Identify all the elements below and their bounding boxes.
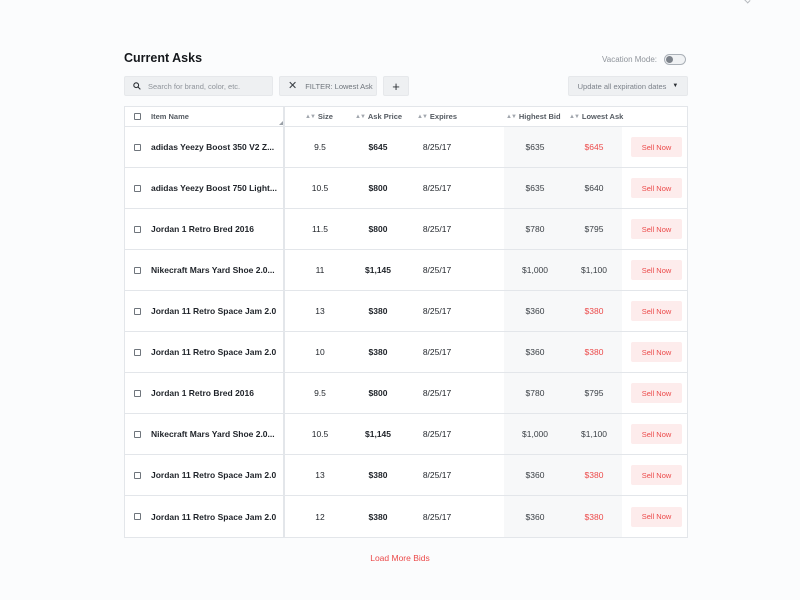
ask-price-cell: $1,145 [365,265,391,275]
item-name: Jordan 11 Retro Space Jam 2.0 [151,306,277,316]
item-name: Jordan 1 Retro Bred 2016 [151,388,254,398]
row-checkbox[interactable] [134,349,141,356]
sell-now-button[interactable]: Sell Now [631,424,682,444]
table-header [125,107,687,127]
item-name-cell[interactable] [151,455,279,495]
highest-bid-cell: $360 [525,470,545,480]
ask-price-cell: $380 [368,347,388,357]
item-name-cell[interactable] [151,373,279,413]
item-name: Jordan 11 Retro Space Jam 2.0 [151,347,277,357]
row-checkbox-cell [134,496,141,537]
table-row [125,291,687,332]
ask-price-cell: $800 [368,183,388,193]
row-checkbox[interactable] [134,513,141,520]
row-checkbox-cell [134,209,141,249]
item-name-cell[interactable] [151,332,279,372]
table-row [125,414,687,455]
sell-now-button[interactable]: Sell Now [631,178,682,198]
search-input[interactable] [148,82,258,91]
row-checkbox[interactable] [134,226,141,233]
header-highest-bid[interactable] [506,107,561,126]
highest-bid-cell: $635 [525,183,545,193]
item-name: Nikecraft Mars Yard Shoe 2.0... [151,429,275,439]
row-checkbox[interactable] [134,431,141,438]
action-cell [631,455,682,495]
item-name: adidas Yeezy Boost 350 V2 Z... [151,142,275,152]
table-row [125,455,687,496]
highest-bid-cell: $1,000 [522,429,548,439]
lowest-ask-cell: $380 [584,306,604,316]
size-cell: 13 [315,306,325,316]
size-cell: 11.5 [312,224,328,234]
action-cell [631,250,682,290]
table-body [125,127,687,537]
highest-bid-cell: $360 [525,511,545,522]
action-cell [631,414,682,454]
search-icon [133,82,141,90]
action-cell [631,373,682,413]
sell-now-button[interactable]: Sell Now [631,383,682,403]
size-cell: 11 [315,265,325,275]
asks-table [124,106,688,538]
load-more-button[interactable]: Load More Bids [370,553,430,563]
highest-bid-cell: $635 [525,142,545,152]
lowest-ask-cell: $1,100 [581,429,607,439]
row-checkbox-cell [134,250,141,290]
expires-cell: 8/25/17 [422,265,452,275]
header-highest-bid-label: Highest Bid [518,112,561,121]
header-size[interactable] [305,107,333,126]
header-item-name[interactable]: Item Name [151,112,189,121]
item-name: Jordan 11 Retro Space Jam 2.0 [151,511,277,522]
table-row [125,373,687,414]
row-checkbox-cell [134,332,141,372]
row-checkbox[interactable] [134,472,141,479]
vacation-mode-label: Vacation Mode: [602,55,657,64]
ask-price-cell: $800 [368,224,388,234]
ask-price-cell: $800 [368,388,388,398]
sort-icon: ▲▼ [355,113,365,120]
action-cell [631,127,682,167]
row-checkbox[interactable] [134,390,141,397]
highest-bid-cell: $780 [525,224,545,234]
expires-cell: 8/25/17 [422,511,452,522]
item-name: adidas Yeezy Boost 750 Light... [151,183,277,193]
sell-now-button[interactable]: Sell Now [631,137,682,157]
ask-price-cell: $380 [368,306,388,316]
sort-icon: ▲▼ [417,113,427,120]
item-name-cell[interactable] [151,496,279,537]
header-lowest-ask-label: Lowest Ask [581,112,624,121]
sort-icon: ▲▼ [305,113,315,120]
lowest-ask-cell: $640 [584,183,604,193]
expires-cell: 8/25/17 [422,142,452,152]
table-row [125,168,687,209]
row-checkbox-cell [134,414,141,454]
item-name: Jordan 1 Retro Bred 2016 [151,224,254,234]
action-cell [631,168,682,208]
sell-now-button[interactable]: Sell Now [631,219,682,239]
ask-price-cell: $380 [368,511,388,522]
size-cell: 10.5 [311,429,329,439]
toolbar [124,76,688,96]
ask-price-cell: $1,145 [365,429,391,439]
expires-cell: 8/25/17 [422,183,452,193]
header-ask-price[interactable] [355,107,402,126]
size-cell: 9.5 [314,388,326,398]
lowest-ask-cell: $795 [584,224,604,234]
page-title: Current Asks [124,51,203,65]
action-cell [631,496,682,537]
sell-now-button[interactable]: Sell Now [631,260,682,280]
expires-cell: 8/25/17 [422,470,452,480]
action-cell [631,332,682,372]
row-checkbox-cell [134,373,141,413]
action-cell [631,209,682,249]
header-expires[interactable] [417,107,457,126]
select-all-checkbox[interactable] [134,113,141,120]
size-cell: 10 [315,347,325,357]
header-lowest-ask[interactable] [569,107,623,126]
item-name: Jordan 11 Retro Space Jam 2.0 [151,470,277,480]
close-icon[interactable]: ✕ [288,79,298,92]
item-name-cell[interactable] [151,209,279,249]
lowest-ask-cell: $380 [584,347,604,357]
highest-bid-cell: $360 [525,306,545,316]
ask-price-cell: $645 [368,142,388,152]
sell-now-button[interactable]: Sell Now [631,342,682,362]
row-checkbox-cell [134,168,141,208]
corner-chevron-icon [743,0,750,4]
expires-cell: 8/25/17 [422,388,452,398]
row-checkbox-cell [134,127,141,167]
table-row [125,127,687,168]
header-checkbox-cell [134,107,141,126]
sell-now-button[interactable]: Sell Now [631,465,682,485]
toggle-knob [666,56,673,63]
item-name-cell[interactable] [151,127,279,167]
vacation-mode-toggle[interactable] [664,54,686,65]
ask-price-cell: $380 [368,470,388,480]
header-expires-label: Expires [429,112,457,121]
row-checkbox-cell [134,291,141,331]
table-row [125,496,687,537]
item-name-cell[interactable] [151,414,279,454]
search-box[interactable] [124,76,273,96]
table-row [125,332,687,373]
highest-bid-cell: $360 [525,347,545,357]
lowest-ask-cell: $795 [584,388,604,398]
expires-cell: 8/25/17 [422,224,452,234]
action-cell [631,291,682,331]
sort-icon: ▲▼ [506,113,516,120]
row-checkbox[interactable] [134,308,141,315]
sell-now-button[interactable]: Sell Now [631,301,682,321]
sell-now-button[interactable]: Sell Now [631,507,682,527]
header-ask-label: Ask Price [367,112,403,121]
item-name: Nikecraft Mars Yard Shoe 2.0... [151,265,275,275]
highest-bid-cell: $1,000 [522,265,548,275]
lowest-ask-cell: $380 [584,470,604,480]
expires-cell: 8/25/17 [422,429,452,439]
expires-cell: 8/25/17 [422,347,452,357]
lowest-ask-cell: $380 [584,511,604,522]
sort-icon: ▲▼ [569,113,579,120]
item-name-cell[interactable] [151,250,279,290]
size-cell: 13 [315,470,325,480]
caret-down-icon: ▼ [672,83,679,89]
update-expiration-dropdown[interactable] [568,76,688,96]
highest-bid-cell: $780 [525,388,545,398]
filter-chip[interactable] [279,76,377,96]
size-cell: 10.5 [311,183,329,193]
add-filter-button[interactable]: + [383,76,409,96]
table-row [125,209,687,250]
vacation-mode [602,54,686,65]
row-checkbox-cell [134,455,141,495]
update-expiration-label: Update all expiration dates [577,81,667,91]
expires-cell: 8/25/17 [422,306,452,316]
item-name-cell[interactable] [151,291,279,331]
item-name-cell[interactable] [151,168,279,208]
size-cell: 9.5 [314,142,326,152]
header-size-label: Size [317,112,333,121]
row-checkbox[interactable] [134,144,141,151]
filter-chip-label: FILTER: Lowest Ask [305,81,373,91]
lowest-ask-cell: $1,100 [581,265,607,275]
lowest-ask-cell: $645 [584,142,604,152]
row-checkbox[interactable] [134,267,141,274]
row-checkbox[interactable] [134,185,141,192]
size-cell: 12 [315,511,325,522]
table-row [125,250,687,291]
